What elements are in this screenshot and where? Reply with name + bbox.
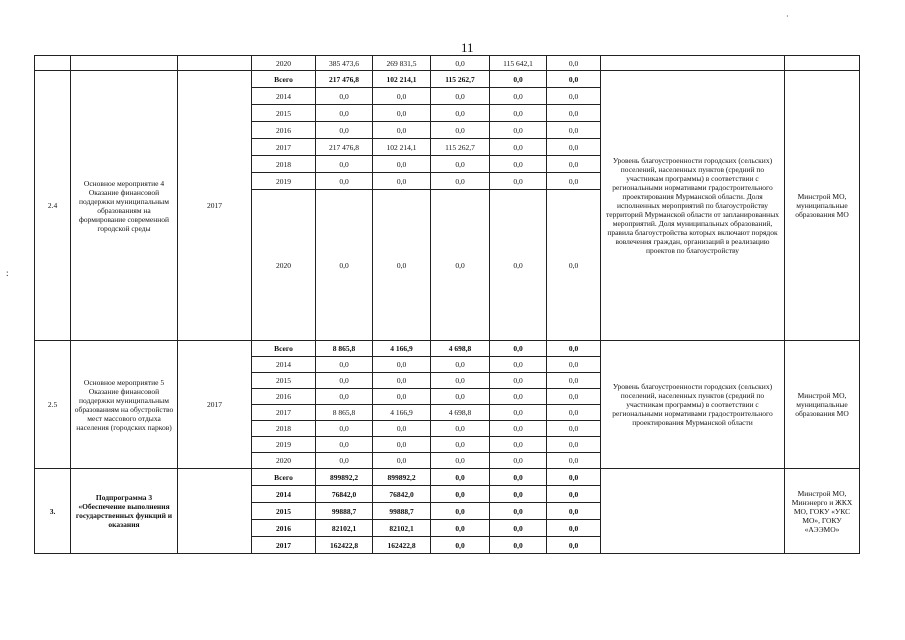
value-cell: 0,0 [490, 122, 547, 139]
value-cell: 115 262,7 [431, 71, 490, 88]
table-row [35, 469, 860, 486]
year-cell: 2016 [252, 389, 316, 405]
value-cell: 0,0 [490, 173, 547, 190]
year-cell: 2015 [252, 503, 316, 520]
year-cell: 2017 [252, 139, 316, 156]
year-cell: 2015 [252, 105, 316, 122]
value-cell: 0,0 [490, 503, 547, 520]
value-cell: 899892,2 [316, 469, 373, 486]
value-cell: 162422,8 [316, 537, 373, 554]
period-cell: 2017 [178, 341, 252, 469]
value-cell: 0,0 [431, 105, 490, 122]
value-cell: 0,0 [431, 437, 490, 453]
value-cell: 0,0 [316, 156, 373, 173]
indicators-cell [601, 469, 785, 554]
value-cell: 0,0 [373, 453, 431, 469]
value-cell: 76842,0 [316, 486, 373, 503]
value-cell: 0,0 [431, 453, 490, 469]
value-cell: 0,0 [490, 537, 547, 554]
value-cell: 8 865,8 [316, 405, 373, 421]
value-cell: 0,0 [373, 389, 431, 405]
value-cell: 0,0 [373, 357, 431, 373]
value-cell: 0,0 [547, 71, 601, 88]
value-cell: 0,0 [490, 469, 547, 486]
value-cell: 0,0 [431, 156, 490, 173]
value-cell: 0,0 [547, 469, 601, 486]
value-cell: 82102,1 [316, 520, 373, 537]
value-cell: 0,0 [431, 469, 490, 486]
value-cell: 0,0 [316, 437, 373, 453]
value-cell: 0,0 [547, 537, 601, 554]
table-row [35, 56, 860, 71]
value-cell: 0,0 [490, 389, 547, 405]
value-cell: 0,0 [490, 520, 547, 537]
value-cell: 0,0 [490, 139, 547, 156]
value-cell: 0,0 [547, 389, 601, 405]
value-cell: 0,0 [431, 421, 490, 437]
scan-edge-mark: : [6, 268, 9, 278]
value-cell: 8 865,8 [316, 341, 373, 357]
value-cell: 162422,8 [373, 537, 431, 554]
value-cell: 0,0 [490, 156, 547, 173]
value-cell: 0,0 [431, 486, 490, 503]
section-number: 3. [35, 469, 71, 554]
value-cell: 0,0 [547, 453, 601, 469]
value-cell: 115 262,7 [431, 139, 490, 156]
year-cell: 2018 [252, 156, 316, 173]
value-cell: 217 476,8 [316, 139, 373, 156]
value-cell: 102 214,1 [373, 139, 431, 156]
value-cell: 0,0 [547, 486, 601, 503]
year-cell: 2020 [252, 56, 316, 71]
executor-cell: Минстрой МО, Минэнерго и ЖКХ МО, ГОКУ «УКС МО», ГОКУ «АЭЭМО» [785, 469, 860, 554]
executor-cell: Минстрой МО, муниципальные образования МО [785, 341, 860, 469]
value-cell: 0,0 [490, 486, 547, 503]
executor-cell: Минстрой МО, муниципальные образования МО [785, 71, 860, 341]
value-cell: 102 214,1 [373, 71, 431, 88]
year-cell: 2018 [252, 421, 316, 437]
year-cell: 2017 [252, 537, 316, 554]
value-cell: 0,0 [431, 357, 490, 373]
year-cell: 2019 [252, 173, 316, 190]
value-cell: 99888,7 [373, 503, 431, 520]
value-cell: 0,0 [431, 520, 490, 537]
year-cell: Всего [252, 341, 316, 357]
value-cell: 0,0 [547, 56, 601, 71]
year-cell: 2020 [252, 190, 316, 341]
subprogram-name: Подпрограмма 3 «Обеспечение выполнения государственных функций и оказания [71, 469, 178, 554]
value-cell: 0,0 [373, 105, 431, 122]
year-cell: 2019 [252, 437, 316, 453]
value-cell: 0,0 [316, 122, 373, 139]
value-cell: 0,0 [316, 105, 373, 122]
year-cell: 2014 [252, 88, 316, 105]
year-cell: 2020 [252, 453, 316, 469]
value-cell: 0,0 [431, 389, 490, 405]
program-financing-table [34, 55, 860, 554]
value-cell: 0,0 [373, 122, 431, 139]
value-cell: 0,0 [431, 503, 490, 520]
table-row [35, 341, 860, 357]
section-number: 2.5 [35, 341, 71, 469]
value-cell: 4 166,9 [373, 341, 431, 357]
value-cell: 0,0 [431, 122, 490, 139]
value-cell: 217 476,8 [316, 71, 373, 88]
value-cell: 0,0 [316, 421, 373, 437]
indicators-cell: Уровень благоустроенности городских (сельских) поселений, населенных пунктов (средний по участникам программы) в соответствии с региональными нормативами градостроительного проектирования Мурманской области [601, 341, 785, 469]
scan-mark: · [786, 12, 789, 21]
year-cell: 2014 [252, 486, 316, 503]
year-cell: 2017 [252, 405, 316, 421]
value-cell: 82102,1 [373, 520, 431, 537]
year-cell: 2014 [252, 357, 316, 373]
page-number: 11 [461, 40, 474, 55]
value-cell: 0,0 [490, 71, 547, 88]
value-cell: 0,0 [547, 139, 601, 156]
value-cell: 0,0 [547, 88, 601, 105]
value-cell: 0,0 [490, 105, 547, 122]
value-cell: 0,0 [490, 88, 547, 105]
value-cell: 0,0 [316, 173, 373, 190]
value-cell: 0,0 [547, 357, 601, 373]
value-cell: 115 642,1 [490, 56, 547, 71]
measure-name: Основное мероприятие 5 Оказание финансовой поддержки муниципальным образованиям на обустройство мест массового отдыха населения (городских парков) [71, 341, 178, 469]
value-cell: 76842,0 [373, 486, 431, 503]
value-cell: 0,0 [547, 520, 601, 537]
value-cell: 0,0 [490, 453, 547, 469]
value-cell: 0,0 [431, 537, 490, 554]
value-cell: 0,0 [431, 173, 490, 190]
value-cell: 0,0 [316, 357, 373, 373]
section-number: 2.4 [35, 71, 71, 341]
year-cell: 2015 [252, 373, 316, 389]
value-cell: 0,0 [373, 156, 431, 173]
value-cell: 0,0 [547, 405, 601, 421]
year-cell: Всего [252, 71, 316, 88]
value-cell: 0,0 [490, 373, 547, 389]
value-cell: 0,0 [547, 173, 601, 190]
value-cell: 0,0 [373, 373, 431, 389]
value-cell: 0,0 [490, 437, 547, 453]
value-cell: 899892,2 [373, 469, 431, 486]
value-cell: 0,0 [431, 190, 490, 341]
value-cell: 0,0 [547, 105, 601, 122]
value-cell: 0,0 [490, 421, 547, 437]
value-cell: 4 698,8 [431, 341, 490, 357]
period-cell: 2017 [178, 71, 252, 341]
value-cell: 0,0 [316, 453, 373, 469]
value-cell: 0,0 [373, 88, 431, 105]
value-cell: 0,0 [490, 190, 547, 341]
value-cell: 0,0 [490, 405, 547, 421]
value-cell: 0,0 [547, 341, 601, 357]
year-cell: 2016 [252, 520, 316, 537]
value-cell: 0,0 [431, 373, 490, 389]
value-cell: 269 831,5 [373, 56, 431, 71]
value-cell: 4 166,9 [373, 405, 431, 421]
value-cell: 4 698,8 [431, 405, 490, 421]
value-cell: 0,0 [490, 341, 547, 357]
value-cell: 0,0 [373, 437, 431, 453]
value-cell: 0,0 [316, 190, 373, 341]
value-cell: 0,0 [316, 389, 373, 405]
measure-name: Основное мероприятие 4 Оказание финансовой поддержки муниципальным образованиям на формирование современной городской среды [71, 71, 178, 341]
value-cell: 0,0 [547, 503, 601, 520]
value-cell: 0,0 [547, 156, 601, 173]
value-cell: 0,0 [547, 421, 601, 437]
value-cell: 0,0 [316, 373, 373, 389]
value-cell: 0,0 [373, 421, 431, 437]
value-cell: 0,0 [547, 190, 601, 341]
year-cell: 2016 [252, 122, 316, 139]
indicators-cell: Уровень благоустроенности городских (сельских) поселений, населенных пунктов (средний по участникам программы) в соответствии с региональными нормативами градостроительного проектирования Мурманской области. Доля исполненных мероприятий по благоустройству территорий Мурманской области от запланированных мероприятий. Доля муниципальных образований, правила благоустройства которых включают порядок вовлечения граждан, организаций в реализацию проектов по благоустройству [601, 71, 785, 341]
value-cell: 99888,7 [316, 503, 373, 520]
period-cell [178, 469, 252, 554]
value-cell: 0,0 [431, 88, 490, 105]
value-cell: 0,0 [373, 190, 431, 341]
table-row [35, 71, 860, 88]
year-cell: Всего [252, 469, 316, 486]
value-cell: 0,0 [316, 88, 373, 105]
value-cell: 0,0 [373, 173, 431, 190]
value-cell: 0,0 [547, 122, 601, 139]
value-cell: 0,0 [547, 373, 601, 389]
value-cell: 0,0 [490, 357, 547, 373]
value-cell: 0,0 [431, 56, 490, 71]
value-cell: 0,0 [547, 437, 601, 453]
value-cell: 385 473,6 [316, 56, 373, 71]
